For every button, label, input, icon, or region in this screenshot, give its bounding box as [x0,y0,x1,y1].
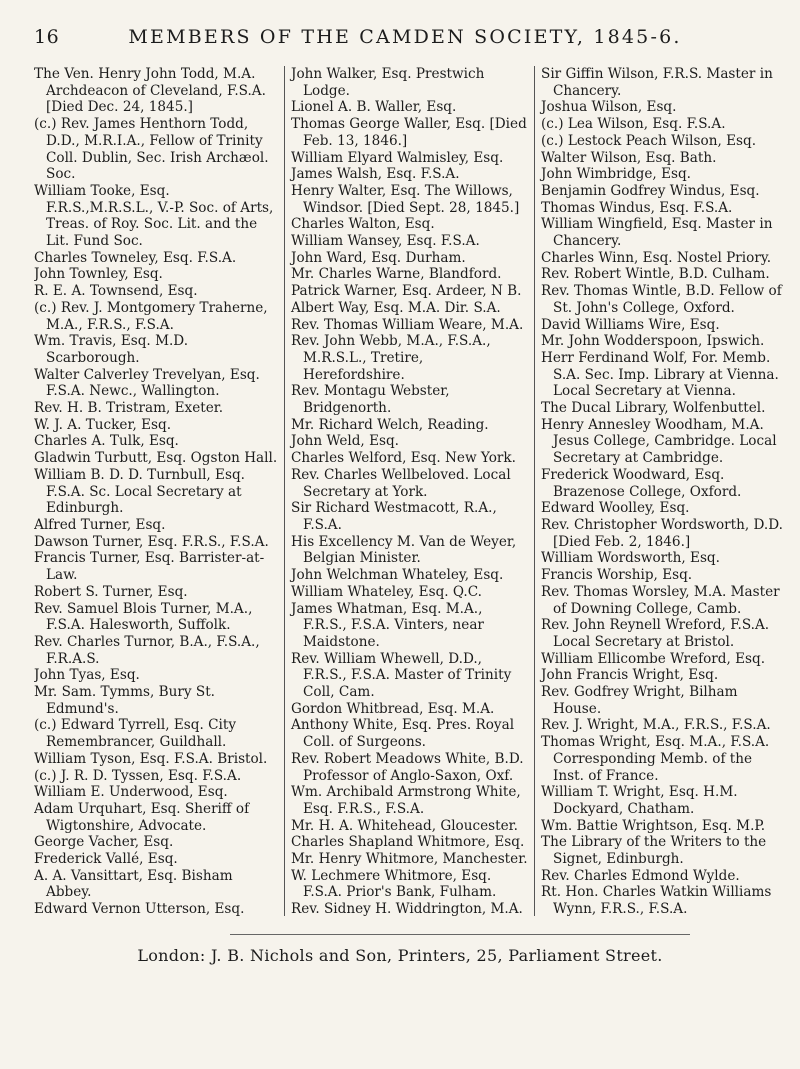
member-entry: Adam Urquhart, Esq. Sheriff of Wigtonshire, Advocate. [34,800,250,834]
member-entry: Rev. Godfrey Wright, Bilham House. [541,684,738,717]
member-entry: Walter Wilson, Esq. Bath. [541,149,717,166]
member-entry: George Vacher, Esq. [34,834,174,851]
member-entry: Sir Richard Westmacott, R.A., F.S.A. [291,500,497,533]
member-entry: Dawson Turner, Esq. F.R.S., F.S.A. [34,533,269,550]
member-entry: Charles A. Tulk, Esq. [34,433,179,450]
member-entry: Joshua Wilson, Esq. [541,99,677,116]
member-entry: Mr. Richard Welch, Reading. [291,416,489,433]
member-entry: Alfred Turner, Esq. [34,516,166,533]
member-entry: Rev. William Whewell, D.D., F.R.S., F.S.A. Master of Trinity Coll, Cam. [291,650,512,701]
member-entry: William Wansey, Esq. F.S.A. [291,233,480,250]
page-title: MEMBERS OF THE CAMDEN SOCIETY, 1845-6. [128,26,682,48]
member-column-3 [534,66,784,916]
member-entry: Albert Way, Esq. M.A. Dir. S.A. [291,299,501,316]
page-number: 16 [34,26,60,48]
member-entry: William Whateley, Esq. Q.C. [291,583,482,600]
member-entry: (c.) Lestock Peach Wilson, Esq. [541,132,757,149]
member-entry: Edward Woolley, Esq. [541,500,690,517]
member-entry: The Ven. Henry John Todd, M.A. Archdeacon of Cleveland, F.S.A. [Died Dec. 24, 1845.] [34,66,266,116]
member-entry: (c.) Edward Tyrrell, Esq. City Remembrancer, Guildhall. [34,717,237,751]
member-entry: James Walsh, Esq. F.S.A. [291,166,460,183]
member-entry: Anthony White, Esq. Pres. Royal Coll. of Surgeons. [291,717,515,751]
member-entry: Rev. Robert Wintle, B.D. Culham. [541,266,770,283]
member-entry: Rev. Montagu Webster, Bridgenorth. [291,383,450,417]
member-entry: A. A. Vansittart, Esq. Bisham Abbey. [34,867,233,901]
member-entry: John Walker, Esq. Prestwich Lodge. [291,66,485,99]
member-entry: Rev. Samuel Blois Turner, M.A., F.S.A. Halesworth, Suffolk. [34,600,253,634]
member-entry: His Excellency M. Van de Weyer, Belgian Minister. [291,533,517,567]
member-entry: Mr. Sam. Tymms, Bury St. Edmund's. [34,684,215,717]
member-entry: Rev. Robert Meadows White, B.D. Professor of Anglo-Saxon, Oxf. [291,750,524,784]
member-entry: Rev. John Reynell Wreford, F.S.A. Local Secretary at Bristol. [541,617,770,650]
member-entry: (c.) Rev. James Henthorn Todd, D.D., M.R.I.A., Fellow of Trinity Coll. Dublin, Sec. Irish Archæol. Soc. [34,116,269,183]
member-entry: Rev. Christopher Wordsworth, D.D. [Died Feb. 2, 1846.] [541,516,783,550]
member-entry: Walter Calverley Trevelyan, Esq. F.S.A. Newc., Wallington. [34,366,260,400]
member-entry: Rev. Charles Turnor, B.A., F.S.A., F.R.A.S. [34,633,260,667]
member-entry: Rev. H. B. Tristram, Exeter. [34,400,224,417]
member-entry: Gordon Whitbread, Esq. M.A. [291,700,495,717]
member-entry: James Whatman, Esq. M.A., F.R.S., F.S.A. Vinters, near Maidstone. [291,600,484,650]
member-entry: Gladwin Turbutt, Esq. Ogston Hall. [34,450,278,467]
member-entry: Rev. Sidney H. Widdrington, M.A. [291,901,523,916]
member-entry: Wm. Battie Wrightson, Esq. M.P. [541,817,766,834]
member-entry: R. E. A. Townsend, Esq. [34,283,198,300]
member-entry: William T. Wright, Esq. H.M. Dockyard, Chatham. [541,784,738,817]
member-entry: Sir Giffin Wilson, F.R.S. Master in Chancery. [541,66,773,99]
member-entry: John Wimbridge, Esq. [541,166,691,183]
member-entry: W. J. A. Tucker, Esq. [34,416,172,433]
member-entry: John Tyas, Esq. [34,667,140,684]
member-entry: William Wingfield, Esq. Master in Chancery. [541,216,773,250]
member-entry: John Francis Wright, Esq. [541,667,719,684]
member-entry: Mr. Charles Warne, Blandford. [291,266,502,283]
member-entry: Rev. Thomas Worsley, M.A. Master of Downing College, Camb. [541,583,780,617]
member-entry: John Welchman Whateley, Esq. [291,567,504,584]
member-entry: William E. Underwood, Esq. [34,784,228,801]
member-entry: Frederick Vallé, Esq. [34,851,178,868]
member-entry: William Tyson, Esq. F.S.A. Bristol. [34,750,268,767]
member-entry: Lionel A. B. Waller, Esq. [291,99,457,116]
member-entry: John Weld, Esq. [291,433,399,450]
member-entry: William Elyard Walmisley, Esq. [291,149,504,166]
member-list [34,66,786,916]
member-entry: Rev. J. Wright, M.A., F.R.S., F.S.A. [541,717,771,734]
member-entry: Rev. Thomas William Weare, M.A. [291,316,524,333]
member-entry: Patrick Warner, Esq. Ardeer, N B. [291,283,522,300]
member-entry: John Ward, Esq. Durham. [291,249,466,266]
member-entry: William Ellicombe Wreford, Esq. [541,650,766,667]
member-entry: Frederick Woodward, Esq. Brazenose College, Oxford. [541,466,742,500]
member-entry: Edward Vernon Utterson, Esq. [34,901,245,916]
member-column-1 [34,66,284,916]
member-entry: Robert S. Turner, Esq. [34,583,188,600]
member-entry: Rev. Charles Edmond Wylde. [541,867,740,884]
member-entry: The Library of the Writers to the Signet, Edinburgh. [541,834,767,868]
member-entry: John Townley, Esq. [34,266,163,283]
member-entry: Thomas Wright, Esq. M.A., F.S.A. Corresponding Memb. of the Inst. of France. [541,734,770,784]
footer-rule [230,934,690,935]
member-entry: Rev. Thomas Wintle, B.D. Fellow of St. John's College, Oxford. [541,283,782,316]
member-entry: (c.) J. R. D. Tyssen, Esq. F.S.A. [34,767,242,784]
member-entry: Rev. Charles Wellbeloved. Local Secretary at York. [291,466,511,500]
member-entry: Thomas Windus, Esq. F.S.A. [541,199,733,216]
member-entry: The Ducal Library, Wolfenbuttel. [541,400,766,417]
member-entry: Henry Walter, Esq. The Willows, Windsor. [Died Sept. 28, 1845.] [291,182,520,216]
member-entry: Charles Winn, Esq. Nostel Priory. [541,249,772,266]
member-entry: Charles Welford, Esq. New York. [291,450,516,467]
member-entry: Mr. H. A. Whitehead, Gloucester. [291,817,518,834]
member-entry: David Williams Wire, Esq. [541,316,720,333]
member-entry: Mr. Henry Whitmore, Manchester. [291,851,528,868]
printer-imprint: London: J. B. Nichols and Son, Printers, 25, Parliament Street. [137,946,663,965]
member-entry: Wm. Archibald Armstrong White, Esq. F.R.S., F.S.A. [291,784,521,817]
member-entry: Wm. Travis, Esq. M.D. Scarborough. [34,333,189,366]
member-entry: Francis Turner, Esq. Barrister-at-Law. [34,550,265,584]
member-entry: Charles Towneley, Esq. F.S.A. [34,249,237,266]
member-entry: Benjamin Godfrey Windus, Esq. [541,182,760,199]
member-entry: Thomas George Waller, Esq. [Died Feb. 13, 1846.] [291,116,527,149]
member-entry: William Wordsworth, Esq. [541,550,720,567]
member-entry: (c.) Lea Wilson, Esq. F.S.A. [541,116,726,133]
member-entry: Mr. John Wodderspoon, Ipswich. [541,333,765,350]
member-entry: Rt. Hon. Charles Watkin Williams Wynn, F.R.S., F.S.A. [541,884,772,916]
member-entry: W. Lechmere Whitmore, Esq. F.S.A. Prior's Bank, Fulham. [291,867,497,901]
member-column-2 [284,66,534,916]
member-entry: Charles Walton, Esq. [291,216,435,233]
member-entry: Herr Ferdinand Wolf, For. Memb. S.A. Sec. Imp. Library at Vienna. Local Secretary at Vienna. [541,349,779,400]
member-entry: Henry Annesley Woodham, M.A. Jesus College, Cambridge. Local Secretary at Cambridge. [541,416,777,467]
member-entry: William Tooke, Esq. F.R.S.,M.R.S.L., V.-P. Soc. of Arts, Treas. of Roy. Soc. Lit. and the Lit. Fund Soc. [34,182,274,250]
member-entry: Rev. John Webb, M.A., F.S.A., M.R.S.L., Tretire, Herefordshire. [291,333,491,383]
member-entry: William B. D. D. Turnbull, Esq. F.S.A. Sc. Local Secretary at Edinburgh. [34,466,245,517]
page-header [34,22,776,50]
member-entry: Francis Worship, Esq. [541,567,693,584]
member-entry: (c.) Rev. J. Montgomery Traherne, M.A., F.R.S., F.S.A. [34,299,268,333]
member-entry: Charles Shapland Whitmore, Esq. [291,834,525,851]
